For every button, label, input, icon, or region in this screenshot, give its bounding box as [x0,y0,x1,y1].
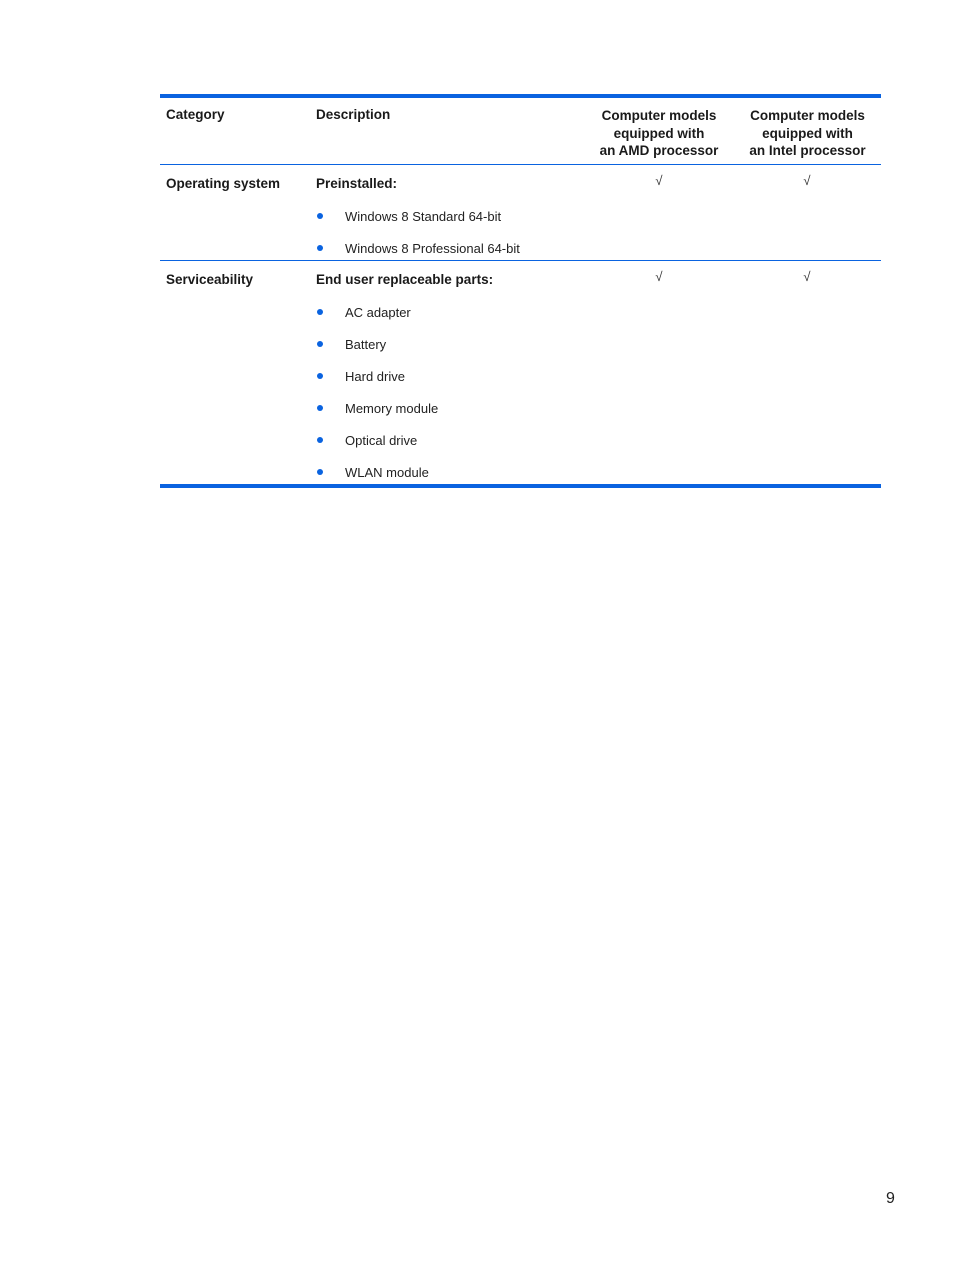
header-category: Category [166,107,225,122]
bullet-icon [317,469,323,475]
header-amd-line: Computer models [601,108,717,123]
bullet-icon [317,245,323,251]
amd-check-icon: √ [655,269,663,284]
header-amd-line: an AMD processor [599,143,719,158]
row-description: Preinstalled: [316,176,398,191]
table-header [160,98,881,165]
list-item-text: AC adapter [345,305,411,320]
amd-check-icon: √ [655,173,663,188]
header-intel [734,107,881,160]
list-item-text: Memory module [345,401,439,416]
row-category: Operating system [166,176,281,191]
row-description: End user replaceable parts: [316,272,494,287]
bullet-icon [317,437,323,443]
bullet-icon [317,341,323,347]
header-intel-line: an Intel processor [749,143,866,158]
header-intel-line: Computer models [750,108,865,123]
list-item-text: WLAN module [345,465,429,480]
header-amd [584,107,734,160]
list-item-text: Optical drive [345,433,418,448]
header-amd-line: equipped with [613,125,705,141]
bullet-icon [317,405,323,411]
specifications-table [160,94,881,488]
list-item-text: Battery [345,337,387,352]
page-number: 9 [886,1190,895,1207]
table-row [160,261,881,484]
list-item-text: Hard drive [345,369,405,384]
bullet-icon [317,373,323,379]
intel-check-icon: √ [803,173,811,188]
row-category: Serviceability [166,272,254,287]
table-row [160,165,881,261]
header-intel-line: equipped with [762,125,853,141]
intel-check-icon: √ [803,269,811,284]
list-item-text: Windows 8 Standard 64-bit [345,209,502,224]
header-description: Description [316,107,391,122]
bullet-icon [317,309,323,315]
list-item-text: Windows 8 Professional 64-bit [345,241,520,256]
bullet-icon [317,213,323,219]
